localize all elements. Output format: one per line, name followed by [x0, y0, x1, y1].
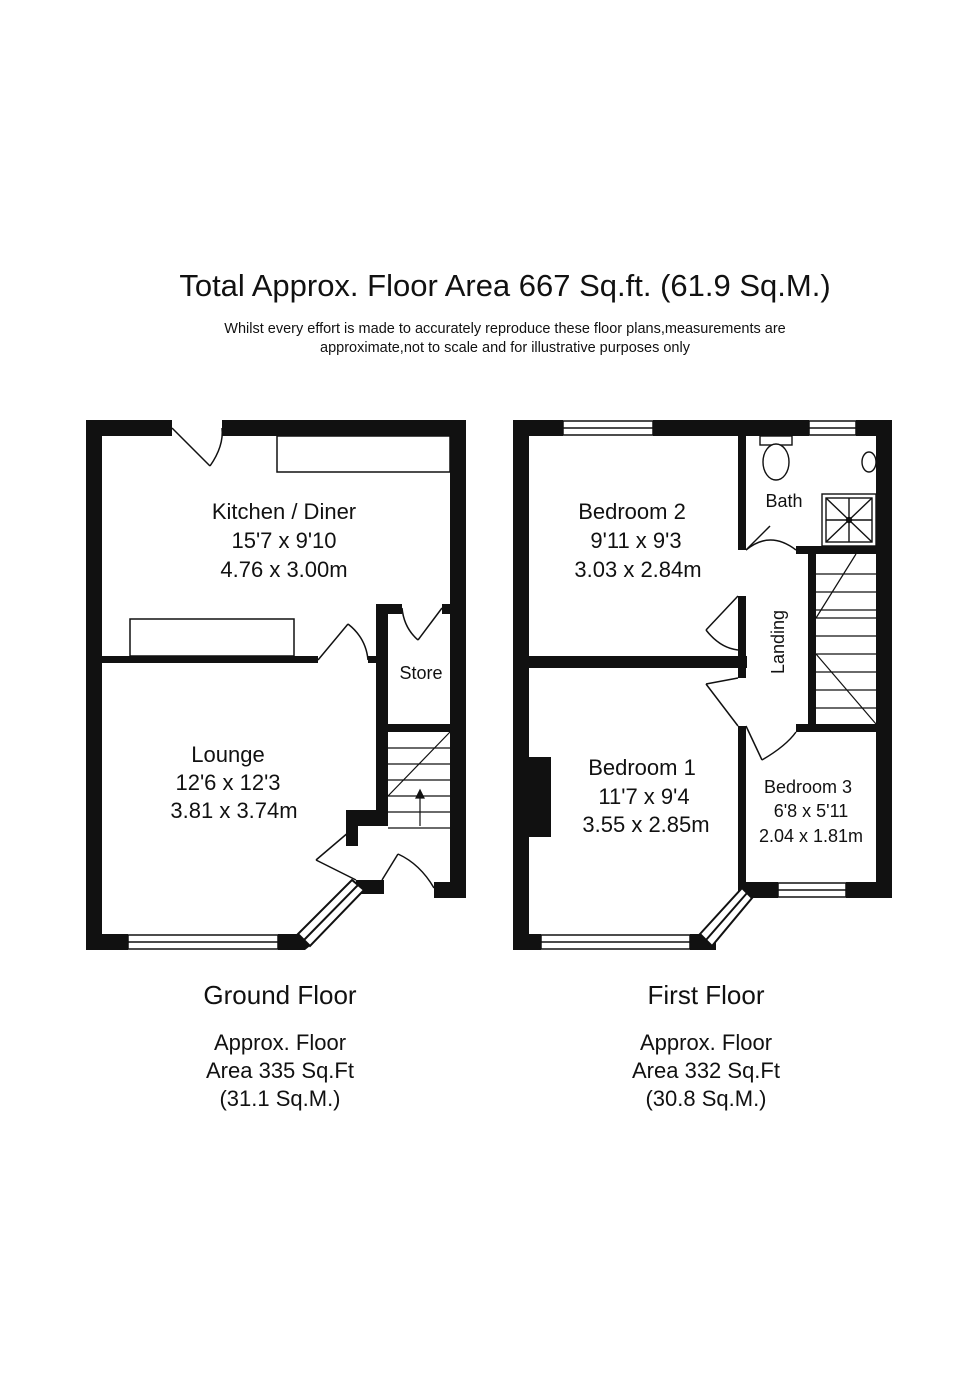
basin — [862, 452, 876, 472]
ground-floor-title: Ground Floor — [203, 980, 357, 1010]
page-title: Total Approx. Floor Area 667 Sq.ft. (61.9 Sq.M.) — [179, 268, 831, 303]
ground-floor-plan — [86, 420, 466, 950]
lounge-imperial: 12'6 x 12'3 — [175, 770, 281, 795]
lounge-bay-window — [285, 880, 364, 950]
kitchen-diner-metric: 4.76 x 3.00m — [220, 557, 348, 582]
first-floor-area-line-1: Approx. Floor — [639, 1030, 773, 1055]
first-floor-caption — [576, 980, 836, 1113]
bedroom2-metric: 3.03 x 2.84m — [574, 557, 702, 582]
toilet-bowl — [763, 444, 789, 480]
disclaimer-line-2: approximate,not to scale and for illustrative purposes only — [320, 340, 690, 356]
ground-floor-stairs — [388, 732, 450, 828]
bedroom3-name: Bedroom 3 — [763, 777, 853, 797]
store-name: Store — [399, 663, 443, 683]
kitchen-diner-name: Kitchen / Diner — [211, 499, 357, 524]
bath-name: Bath — [765, 491, 803, 511]
first-floor-title: First Floor — [647, 980, 765, 1010]
landing-name: Landing — [768, 609, 788, 675]
ground-floor-area-line-2: Area 335 Sq.Ft — [206, 1058, 354, 1083]
kitchen-worktop — [277, 436, 450, 472]
bedroom1-bay-window — [690, 888, 752, 950]
lounge-metric: 3.81 x 3.74m — [170, 798, 298, 823]
ground-floor-caption — [150, 980, 410, 1113]
bedroom2-imperial: 9'11 x 9'3 — [590, 528, 682, 553]
bedroom1-metric: 3.55 x 2.85m — [582, 812, 710, 837]
first-floor-stairs — [816, 554, 876, 724]
bedroom3-imperial: 6'8 x 5'11 — [773, 801, 849, 821]
first-floor-area-line-2: Area 332 Sq.Ft — [632, 1058, 780, 1083]
bedroom2-name: Bedroom 2 — [578, 499, 686, 524]
ground-floor-area-line-3: (31.1 Sq.M.) — [219, 1086, 341, 1111]
bedroom1-name: Bedroom 1 — [588, 755, 696, 780]
bedroom3-metric: 2.04 x 1.81m — [758, 826, 864, 846]
first-floor-area-line-3: (30.8 Sq.M.) — [645, 1086, 767, 1111]
disclaimer-line-1: Whilst every effort is made to accurately reproduce these floor plans,measurements are — [224, 321, 786, 337]
lounge-name: Lounge — [191, 742, 265, 767]
kitchen-counter — [130, 619, 294, 656]
kitchen-diner-imperial: 15'7 x 9'10 — [231, 528, 337, 553]
first-floor-plan — [513, 420, 892, 950]
bedroom1-imperial: 11'7 x 9'4 — [598, 784, 690, 809]
ground-floor-area — [150, 1029, 410, 1113]
ground-floor-area-line-1: Approx. Floor — [213, 1030, 347, 1055]
lounge-window — [128, 935, 278, 949]
first-floor-area — [576, 1029, 836, 1113]
